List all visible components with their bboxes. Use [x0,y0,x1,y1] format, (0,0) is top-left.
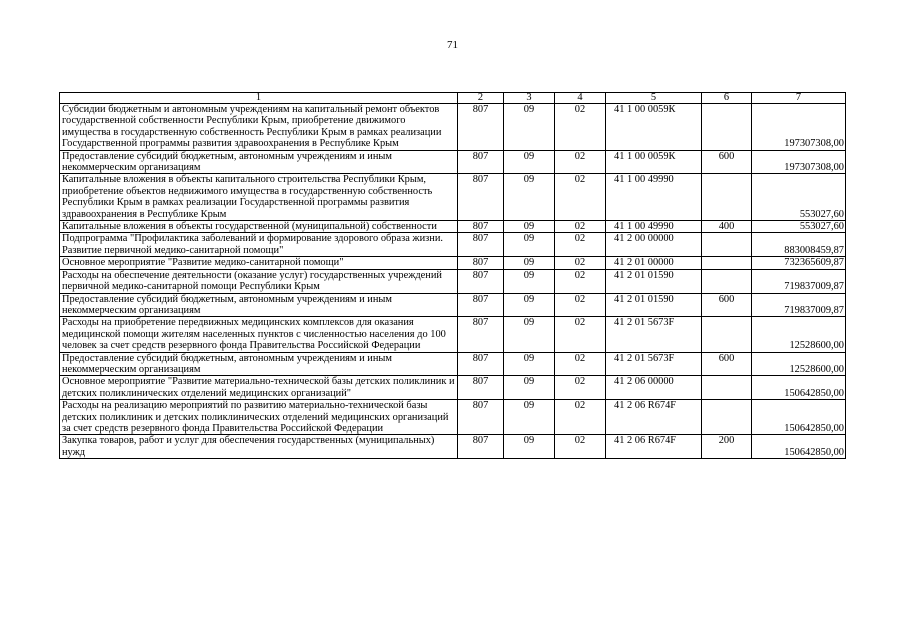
row-expense-type-cell: 200 [702,435,752,459]
row-admin-code-cell: 807 [458,435,504,459]
row-target-article-cell: 41 1 00 0059К [606,150,702,174]
row-admin-code-cell: 807 [458,352,504,376]
column-header-1: 1 [60,93,458,104]
row-section-cell: 09 [504,233,555,257]
row-expense-type-cell: 600 [702,150,752,174]
row-subsection-cell: 02 [555,352,606,376]
row-amount-cell: 12528600,00 [752,352,846,376]
row-name-cell: Расходы на обеспечение деятельности (оказание услуг) государственных учреждений первичной медико-санитарной помощи Республики Крым [60,269,458,293]
row-name-cell: Основное мероприятие "Развитие материально-технической базы детских поликлиник и детских поликлинических отделений медицинских организаций" [60,376,458,400]
row-section-cell: 09 [504,376,555,400]
row-name-cell: Закупка товаров, работ и услуг для обеспечения государственных (муниципальных) нужд [60,435,458,459]
row-amount-cell: 150642850,00 [752,400,846,435]
table-row [60,435,846,459]
row-target-article-cell: 41 1 00 49990 [606,174,702,221]
row-section-cell: 09 [504,150,555,174]
table-row [60,104,846,151]
row-expense-type-cell [702,174,752,221]
row-section-cell: 09 [504,293,555,317]
row-section-cell: 09 [504,104,555,151]
row-amount-cell: 719837009,87 [752,293,846,317]
row-name-cell: Предоставление субсидий бюджетным, автономным учреждениям и иным некоммерческим организациям [60,150,458,174]
row-admin-code-cell: 807 [458,376,504,400]
row-subsection-cell: 02 [555,435,606,459]
row-amount-cell: 883008459,87 [752,233,846,257]
row-expense-type-cell: 600 [702,352,752,376]
row-name-cell: Капитальные вложения в объекты капитального строительства Республики Крым, приобретение объектов недвижимого имущества в государственную собственность Республики Крым в рамках реализации Государственной программы развития здравоохранения в Республике Крым [60,174,458,221]
row-target-article-cell: 41 2 06 00000 [606,376,702,400]
row-expense-type-cell [702,317,752,352]
row-expense-type-cell: 400 [702,221,752,233]
row-target-article-cell: 41 2 01 5673F [606,352,702,376]
row-section-cell: 09 [504,435,555,459]
row-admin-code-cell: 807 [458,317,504,352]
table-row [60,269,846,293]
row-amount-cell: 150642850,00 [752,435,846,459]
row-section-cell: 09 [504,257,555,269]
row-name-cell: Субсидии бюджетным и автономным учреждениям на капитальный ремонт объектов государственной собственности Республики Крым, приобретение движимого имущества в государственную собственность Республики Крым в рамках реализации Государственной программы развития здравоохранения в Республике Крым [60,104,458,151]
row-name-cell: Расходы на приобретение передвижных медицинских комплексов для оказания медицинской помощи жителям населенных пунктов с численностью населения до 100 человек за счет средств резервного фонда Правительства Российской Федерации [60,317,458,352]
row-subsection-cell: 02 [555,269,606,293]
table-row [60,257,846,269]
row-expense-type-cell [702,400,752,435]
row-name-cell: Капитальные вложения в объекты государственной (муниципальной) собственности [60,221,458,233]
table-row [60,376,846,400]
row-target-article-cell: 41 2 06 R674F [606,400,702,435]
row-section-cell: 09 [504,221,555,233]
table-row [60,174,846,221]
table-row [60,352,846,376]
column-header-4: 4 [555,93,606,104]
row-admin-code-cell: 807 [458,293,504,317]
row-subsection-cell: 02 [555,400,606,435]
table-row [60,317,846,352]
row-expense-type-cell [702,376,752,400]
row-target-article-cell: 41 2 01 00000 [606,257,702,269]
column-header-7: 7 [752,93,846,104]
row-amount-cell: 732365609,87 [752,257,846,269]
row-expense-type-cell [702,233,752,257]
table-row [60,221,846,233]
row-admin-code-cell: 807 [458,269,504,293]
row-amount-cell: 719837009,87 [752,269,846,293]
table-row [60,150,846,174]
row-subsection-cell: 02 [555,317,606,352]
table-row [60,400,846,435]
table-row [60,233,846,257]
row-admin-code-cell: 807 [458,257,504,269]
row-section-cell: 09 [504,269,555,293]
row-name-cell: Основное мероприятие "Развитие медико-санитарной помощи" [60,257,458,269]
row-subsection-cell: 02 [555,174,606,221]
table-row [60,293,846,317]
column-header-6: 6 [702,93,752,104]
row-subsection-cell: 02 [555,293,606,317]
row-section-cell: 09 [504,400,555,435]
row-target-article-cell: 41 1 00 49990 [606,221,702,233]
row-amount-cell: 12528600,00 [752,317,846,352]
column-header-2: 2 [458,93,504,104]
row-name-cell: Предоставление субсидий бюджетным, автономным учреждениям и иным некоммерческим организациям [60,352,458,376]
row-expense-type-cell [702,257,752,269]
row-target-article-cell: 41 2 00 00000 [606,233,702,257]
row-subsection-cell: 02 [555,221,606,233]
row-target-article-cell: 41 2 01 01590 [606,293,702,317]
row-name-cell: Расходы на реализацию мероприятий по развитию материально-технической базы детских поликлиник и детских поликлинических отделений медицинских организаций за счет средств резервного фонда Правительства Российской Федерации [60,400,458,435]
row-expense-type-cell [702,104,752,151]
page-number: 71 [447,39,458,51]
row-subsection-cell: 02 [555,376,606,400]
row-subsection-cell: 02 [555,104,606,151]
table-header-row [60,93,846,104]
row-expense-type-cell [702,269,752,293]
row-amount-cell: 553027,60 [752,174,846,221]
row-target-article-cell: 41 1 00 0059К [606,104,702,151]
column-header-3: 3 [504,93,555,104]
row-amount-cell: 553027,60 [752,221,846,233]
row-admin-code-cell: 807 [458,174,504,221]
row-admin-code-cell: 807 [458,400,504,435]
row-subsection-cell: 02 [555,233,606,257]
row-admin-code-cell: 807 [458,150,504,174]
row-target-article-cell: 41 2 01 5673F [606,317,702,352]
row-name-cell: Предоставление субсидий бюджетным, автономным учреждениям и иным некоммерческим организациям [60,293,458,317]
row-admin-code-cell: 807 [458,233,504,257]
row-section-cell: 09 [504,352,555,376]
row-subsection-cell: 02 [555,150,606,174]
row-admin-code-cell: 807 [458,221,504,233]
row-subsection-cell: 02 [555,257,606,269]
row-section-cell: 09 [504,174,555,221]
row-section-cell: 09 [504,317,555,352]
row-amount-cell: 150642850,00 [752,376,846,400]
row-amount-cell: 197307308,00 [752,150,846,174]
row-admin-code-cell: 807 [458,104,504,151]
budget-table [59,92,846,459]
row-amount-cell: 197307308,00 [752,104,846,151]
row-expense-type-cell: 600 [702,293,752,317]
row-target-article-cell: 41 2 01 01590 [606,269,702,293]
row-name-cell: Подпрограмма "Профилактика заболеваний и формирование здорового образа жизни. Развитие первичной медико-санитарной помощи" [60,233,458,257]
column-header-5: 5 [606,93,702,104]
row-target-article-cell: 41 2 06 R674F [606,435,702,459]
